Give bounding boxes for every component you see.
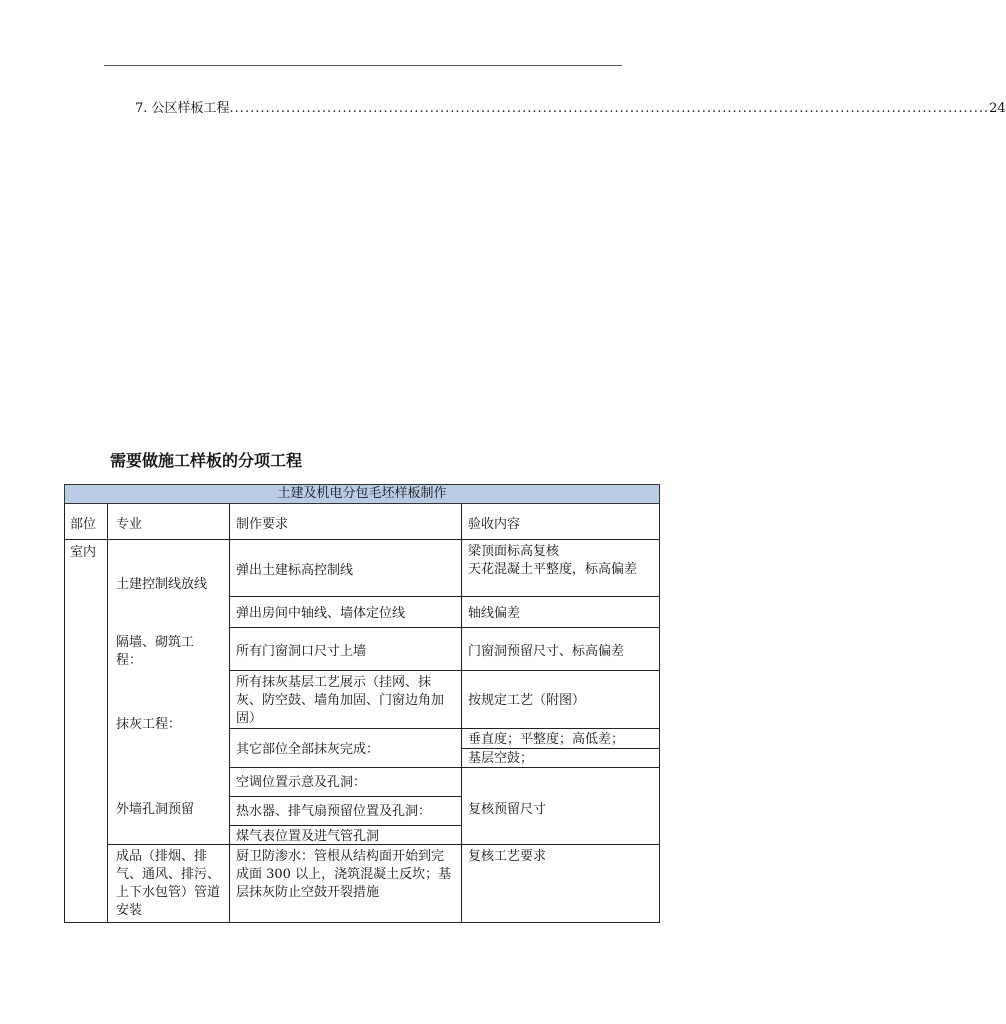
header-specialty: 专业 <box>116 517 143 532</box>
toc-entry[interactable] <box>135 97 1006 116</box>
spec-partition-masonry: 隔墙、砌筑工程： <box>116 635 195 668</box>
header-acceptance: 验收内容 <box>468 517 521 532</box>
spec-plastering: 抹灰工程： <box>116 717 182 732</box>
col-divider <box>461 504 462 923</box>
acc-hollowing: 基层空鼓； <box>468 751 534 766</box>
header-location: 部位 <box>70 517 97 532</box>
acc-verticality-flatness: 垂直度；平整度；高低差； <box>468 732 625 747</box>
row-divider <box>229 627 660 628</box>
row-divider <box>64 539 660 540</box>
acc-process-review: 复核工艺要求 <box>468 849 547 864</box>
header-requirements: 制作要求 <box>236 517 289 532</box>
req-heater-fan-holes: 热水器、排气扇预留位置及孔洞： <box>236 804 432 819</box>
table-border-left <box>64 504 65 923</box>
section-title: 需要做施工样板的分项工程 <box>110 451 303 470</box>
req-plaster-base: 所有抹灰基层工艺展示（挂网、抹灰、防空鼓、墙角加固、门窗边角加固） <box>236 675 445 726</box>
req-plaster-complete: 其它部位全部抹灰完成： <box>236 742 380 757</box>
table-banner: 土建及机电分包毛坯样板制作 <box>64 484 660 504</box>
header-rule <box>104 65 622 66</box>
req-waterproofing: 厨卫防渗水：管根从结构面开始到完成面 300 以上，浇筑混凝土反坎；基层抹灰防止空鼓开裂措施 <box>236 849 452 900</box>
req-opening-sizes: 所有门窗洞口尺寸上墙 <box>236 644 367 659</box>
acc-specified-process: 按规定工艺（附图） <box>468 693 586 708</box>
acc-beam-elevation: 梁顶面标高复核 <box>468 544 560 559</box>
sample-works-table <box>64 484 660 923</box>
table-border-bottom <box>64 922 660 923</box>
toc-page-number: 24 <box>989 101 1006 116</box>
row-divider <box>229 596 660 597</box>
toc-leader-dots: .................................................................................................................................................... <box>229 101 990 116</box>
location-indoor: 室内 <box>70 545 97 560</box>
col-divider <box>107 504 108 923</box>
spec-pipe-installation: 成品（排烟、排气、通风、排污、上下水包管）管道安装 <box>116 849 221 918</box>
spec-wall-openings: 外墙孔洞预留 <box>116 802 195 817</box>
acc-axis-deviation: 轴线偏差 <box>468 606 521 621</box>
req-ac-holes: 空调位置示意及孔洞： <box>236 775 367 790</box>
req-elevation-line: 弹出土建标高控制线 <box>236 563 354 578</box>
table-border-right <box>659 504 660 923</box>
acc-ceiling-flatness: 天花混凝土平整度，标高偏差 <box>468 562 638 577</box>
row-divider <box>229 670 660 671</box>
row-divider <box>229 796 461 797</box>
toc-entry-title: 7. 公区样板工程 <box>135 101 230 116</box>
req-axis-line: 弹出房间中轴线、墙体定位线 <box>236 606 406 621</box>
acc-reserved-sizes: 复核预留尺寸 <box>468 802 547 817</box>
acc-opening-deviation: 门窗洞预留尺寸、标高偏差 <box>468 644 625 659</box>
req-gas-meter-holes: 煤气表位置及进气管孔洞 <box>236 829 380 844</box>
col-divider <box>229 504 230 923</box>
spec-control-line: 土建控制线放线 <box>116 577 208 592</box>
